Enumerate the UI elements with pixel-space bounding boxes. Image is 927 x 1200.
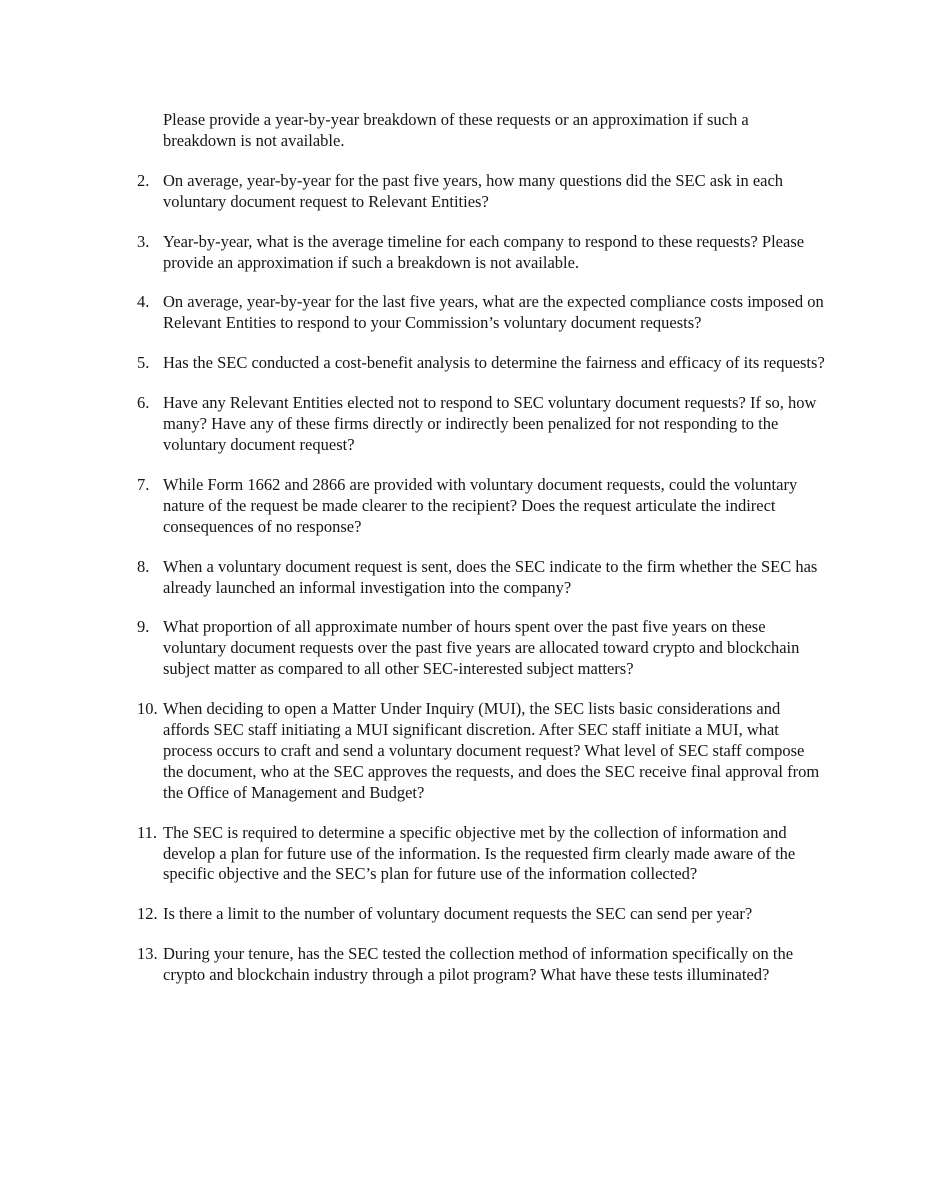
question-item [137,292,827,334]
question-item [137,393,827,456]
question-item [137,353,827,374]
question-text: While Form 1662 and 2866 are provided with voluntary document requests, could the voluntary nature of the request be made clearer to the recipient? Does the request articulate the indirect consequences of no response? [163,474,798,536]
question-item [137,617,827,680]
question-item [137,171,827,213]
question-number: 5. [137,353,150,373]
question-number: 11. [137,822,158,842]
question-text: On average, year-by-year for the last five years, what are the expected compliance costs imposed on Relevant Entities to respond to your Commission’s voluntary document requests? [163,292,824,333]
question-text: Have any Relevant Entities elected not to respond to SEC voluntary document requests? If so, how many? Have any of these firms directly or indirectly been penalized for not responding to the voluntary document request? [163,393,817,454]
question-item [137,823,827,886]
question-text: During your tenure, has the SEC tested the collection method of information specifically on the crypto and blockchain industry through a pilot program? What have these tests illuminated? [163,944,794,985]
document-body [137,110,827,1005]
question-number: 6. [137,393,150,413]
question-text: Is there a limit to the number of voluntary document requests the SEC can send per year? [163,904,753,924]
question-list [137,171,827,986]
question-number: 3. [137,231,150,251]
question-number: 2. [137,170,150,190]
question-text: What proportion of all approximate number of hours spent over the past five years on these voluntary document requests over the past five years are allocated toward crypto and blockchain subject matter as compared to all other SEC-interested subject matters? [163,617,800,679]
question-item [137,557,827,599]
question-number: 9. [137,617,150,637]
question-text: Has the SEC conducted a cost-benefit analysis to determine the fairness and efficacy of its requests? [163,353,825,373]
question-text: When a voluntary document request is sent, does the SEC indicate to the firm whether the SEC has already launched an informal investigation into the company? [163,556,818,597]
question-item [137,475,827,538]
question-number: 13. [137,944,158,964]
question-text: The SEC is required to determine a specific objective met by the collection of information and develop a plan for future use of the information. Is the requested firm clearly made aware of the specific objective and the SEC’s plan for future use of the information collected? [163,822,796,884]
intro-continuation-paragraph: Please provide a year-by-year breakdown of these requests or an approximation if such a breakdown is not available. [163,110,749,150]
question-text: Year-by-year, what is the average timeline for each company to respond to these requests? Please provide an approximation if such a breakdown is not available. [163,231,805,272]
question-item [137,699,827,804]
question-text: On average, year-by-year for the past five years, how many questions did the SEC ask in each voluntary document request to Relevant Entities? [163,170,784,211]
question-item [137,232,827,274]
question-item [137,904,827,925]
question-number: 8. [137,556,150,576]
question-number: 7. [137,474,150,494]
question-number: 10. [137,699,158,719]
question-number: 12. [137,904,158,924]
question-item [137,944,827,986]
question-text: When deciding to open a Matter Under Inquiry (MUI), the SEC lists basic considerations and affords SEC staff initiating a MUI significant discretion. After SEC staff initiate a MUI, what process occurs to craft and send a voluntary document request? What level of SEC staff compose the document, who at the SEC approves the requests, and does the SEC receive final approval from the Office of Management and Budget? [163,699,820,802]
question-number: 4. [137,292,150,312]
